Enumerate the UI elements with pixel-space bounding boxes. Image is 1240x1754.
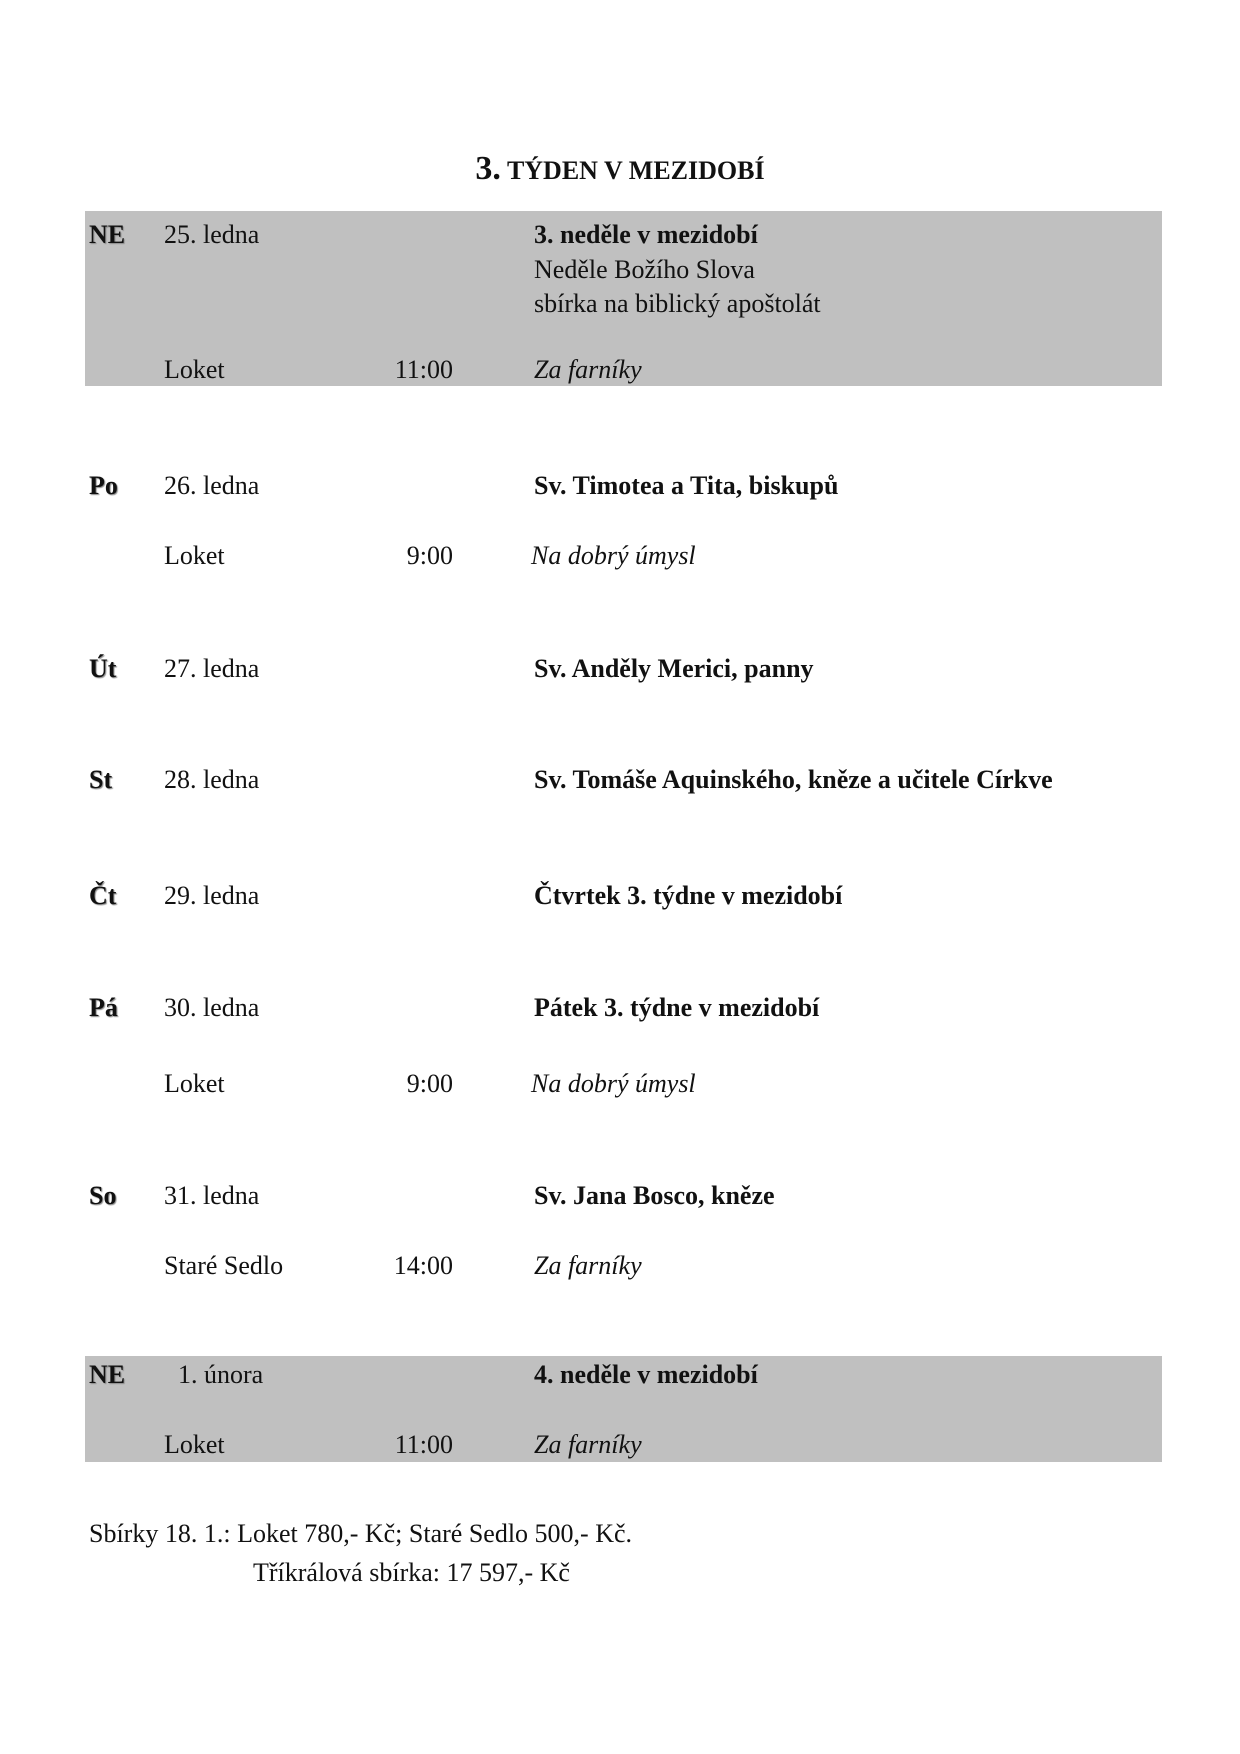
week-number: 3. xyxy=(475,150,501,187)
day-abbr: So xyxy=(89,1181,117,1210)
day-abbr: Po xyxy=(89,471,118,500)
day-abbr: NE xyxy=(89,220,126,249)
feast-name: 4. neděle v mezidobí xyxy=(534,1360,758,1389)
epiphany-collection-note: Tříkrálová sbírka: 17 597,- Kč xyxy=(253,1558,570,1587)
mass-place: Loket xyxy=(164,1430,225,1459)
day-date: 25. ledna xyxy=(164,220,260,249)
feast-name: Pátek 3. týdne v mezidobí xyxy=(534,993,820,1022)
collections-note: Sbírky 18. 1.: Loket 780,- Kč; Staré Sedlo 500,- Kč. xyxy=(89,1519,633,1548)
day-abbr: Út xyxy=(89,654,117,683)
day-abbr: St xyxy=(89,765,113,794)
feast-name: 3. neděle v mezidobí xyxy=(534,220,758,249)
week-title: TÝDEN V MEZIDOBÍ xyxy=(506,156,765,185)
mass-time: 14:00 xyxy=(393,1251,453,1280)
mass-intention: Na dobrý úmysl xyxy=(531,541,696,570)
mass-place: Loket xyxy=(164,541,225,570)
mass-time: 11:00 xyxy=(394,1430,453,1459)
feast-name: Čtvrtek 3. týdne v mezidobí xyxy=(534,881,843,910)
mass-time: 9:00 xyxy=(406,1069,453,1098)
mass-time: 11:00 xyxy=(394,355,453,384)
feast-note: Neděle Božího Slova xyxy=(534,255,755,284)
page-title xyxy=(0,150,1240,188)
day-date: 31. ledna xyxy=(164,1181,260,1210)
mass-intention: Za farníky xyxy=(534,1430,642,1459)
day-abbr: Čt xyxy=(89,881,117,910)
feast-name: Sv. Tomáše Aquinského, kněze a učitele Církve xyxy=(534,765,1053,794)
mass-place: Staré Sedlo xyxy=(164,1251,284,1280)
feast-name: Sv. Anděly Merici, panny xyxy=(534,654,814,683)
mass-intention: Na dobrý úmysl xyxy=(531,1069,696,1098)
feast-name: Sv. Jana Bosco, kněze xyxy=(534,1181,775,1210)
feast-name: Sv. Timotea a Tita, biskupů xyxy=(534,471,839,500)
mass-time: 9:00 xyxy=(406,541,453,570)
day-date: 28. ledna xyxy=(164,765,260,794)
mass-intention: Za farníky xyxy=(534,355,642,384)
day-date: 26. ledna xyxy=(164,471,260,500)
mass-place: Loket xyxy=(164,1069,225,1098)
mass-place: Loket xyxy=(164,355,225,384)
day-abbr: Pá xyxy=(89,993,118,1022)
day-date: 27. ledna xyxy=(164,654,260,683)
mass-intention: Za farníky xyxy=(534,1251,642,1280)
day-date: 30. ledna xyxy=(164,993,260,1022)
feast-note: sbírka na biblický apoštolát xyxy=(534,289,821,318)
day-abbr: NE xyxy=(89,1360,126,1389)
day-date: 29. ledna xyxy=(164,881,260,910)
day-date: 1. února xyxy=(178,1360,264,1389)
